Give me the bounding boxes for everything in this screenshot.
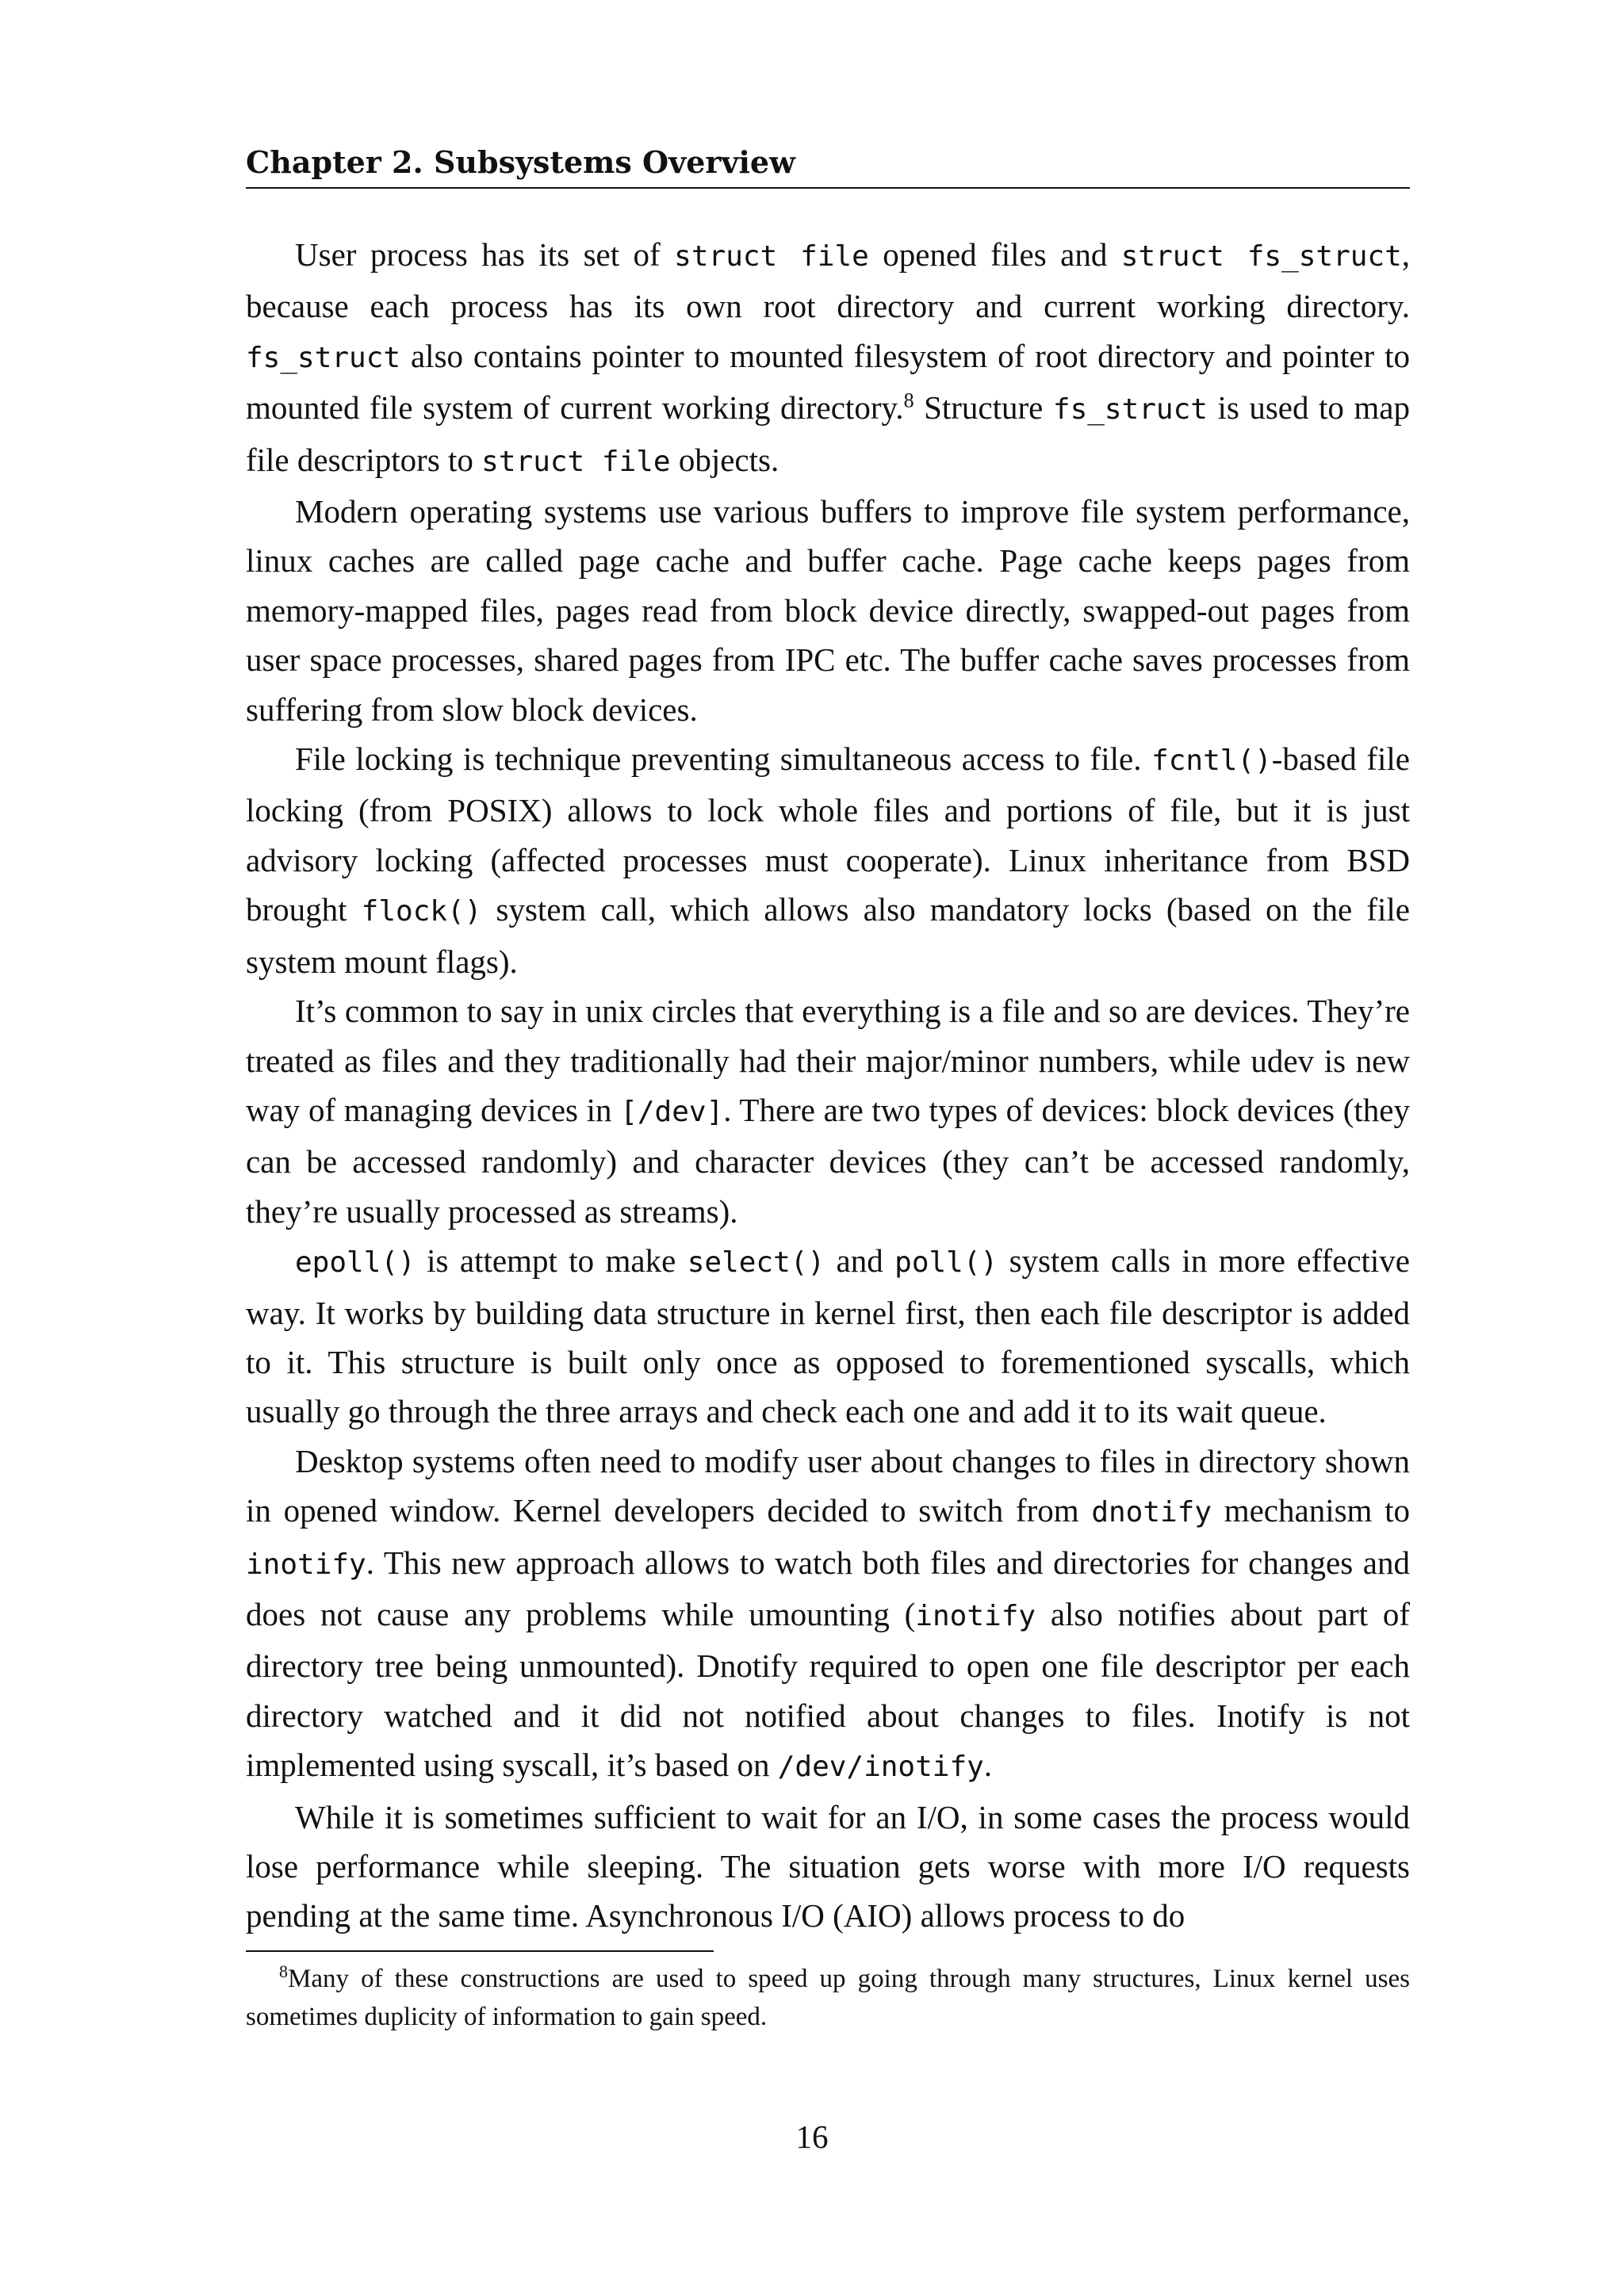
text-run: Desktop systems often need to modify user about changes to files in directory shown in opened window. Kernel developers decided to switch from xyxy=(246,1442,1410,1529)
footnote-mark: 8 xyxy=(279,1961,288,1981)
text-run: -based file locking (from POSIX) allows to lock whole files and portions of file, but it is just advisory locking (affected processes must cooperate). Linux inheritance from BSD brought xyxy=(246,740,1411,928)
code-run: select() xyxy=(687,1246,825,1280)
paragraph xyxy=(246,487,1410,734)
footnote-text xyxy=(246,1960,1410,2036)
text-run: . xyxy=(983,1747,993,1784)
body-text xyxy=(246,230,1410,1941)
code-run: struct fs_struct xyxy=(1120,240,1402,273)
code-run: inotify xyxy=(246,1548,366,1581)
code-run: fcntl() xyxy=(1151,744,1272,778)
paragraph xyxy=(246,1793,1410,1941)
text-run: User process has its set of xyxy=(295,236,675,273)
text-run: also contains pointer to mounted filesystem of root directory and pointer to mounted file system of current working directory. xyxy=(246,337,1410,427)
code-run: fs_struct xyxy=(246,341,401,374)
footnote xyxy=(246,1960,1410,2036)
code-run: dnotify xyxy=(1091,1496,1212,1529)
text-run: and xyxy=(825,1242,895,1280)
chapter-title: Chapter 2. Subsystems Overview xyxy=(246,144,795,180)
code-run: epoll() xyxy=(295,1246,416,1280)
paragraph xyxy=(246,1437,1410,1793)
code-run: inotify xyxy=(915,1599,1036,1632)
paragraph xyxy=(246,1236,1410,1437)
text-run: also notifies about part of directory tree being unmounted). Dnotify required to open one file descriptor per each directory watched and it did not notified about changes to files. Inotify is not implemented using syscall, it’s based on xyxy=(246,1595,1411,1784)
text-run: . There are two types of devices: block devices (they can be accessed randomly) and character devices (they can’t be accessed randomly, they’re usually processed as streams). xyxy=(246,1091,1411,1230)
code-run: struct file xyxy=(481,445,671,478)
page-number: 16 xyxy=(795,2118,829,2155)
code-run: poll() xyxy=(894,1246,998,1280)
text-run: It’s common to say in unix circles that everything is a file and so are devices. They’re treated as files and they traditionally had their major/minor numbers, while udev is new way of managing devices in xyxy=(246,993,1410,1128)
text-run: While it is sometimes sufficient to wait for an I/O, in some cases the process would lose performance while sleeping. The situation gets worse with more I/O requests pending at the same time. Asynchronous I/O (AIO) allows process to do xyxy=(246,1798,1410,1934)
code-run: /dev/inotify xyxy=(777,1751,984,1784)
code-run: struct file xyxy=(674,240,869,273)
text-run: Modern operating systems use various buffers to improve file system performance, linux caches are called page cache and buffer cache. Page cache keeps pages from memory-mapped files, pages read from block device directly, swapped-out pages from user space processes, shared pages from IPC etc. The buffer cache saves processes from suffering from slow block devices. xyxy=(246,493,1410,728)
text-run: system call, which allows also mandatory locks (based on the file system mount flags). xyxy=(246,891,1410,980)
text-run: objects. xyxy=(670,441,779,478)
paragraph xyxy=(246,734,1410,986)
text-run: opened files and xyxy=(868,236,1121,273)
text-run: is attempt to make xyxy=(415,1242,688,1280)
footnote-divider xyxy=(246,1950,714,1952)
text-run: , because each process has its own root directory and current working directory. xyxy=(246,236,1411,325)
text-run: system calls in more effective way. It works by building data structure in kernel first, then each file descriptor is added to it. This structure is built only once as opposed to forementioned syscalls, which usually go through the three arrays and check each one and add it to its wait queue. xyxy=(246,1242,1411,1430)
text-run: . This new approach allows to watch both files and directories for changes and does not cause any problems while umounting ( xyxy=(246,1544,1410,1632)
code-run: fs_struct xyxy=(1052,393,1208,427)
paragraph xyxy=(246,986,1410,1236)
text-run: Structure xyxy=(914,389,1053,427)
running-header xyxy=(246,143,1410,189)
text-run: File locking is technique preventing simultaneous access to file. xyxy=(295,740,1152,778)
footnote-body: Many of these constructions are used to speed up going through many structures, Linux kernel uses sometimes duplicity of information to gain speed. xyxy=(246,1965,1410,2031)
code-run: [/dev] xyxy=(620,1095,724,1128)
code-run: flock() xyxy=(361,895,482,928)
text-run: is used to map file descriptors to xyxy=(246,389,1411,478)
paragraph xyxy=(246,230,1410,487)
footnote-reference[interactable]: 8 xyxy=(903,388,914,412)
text-run: mechanism to xyxy=(1212,1492,1410,1529)
